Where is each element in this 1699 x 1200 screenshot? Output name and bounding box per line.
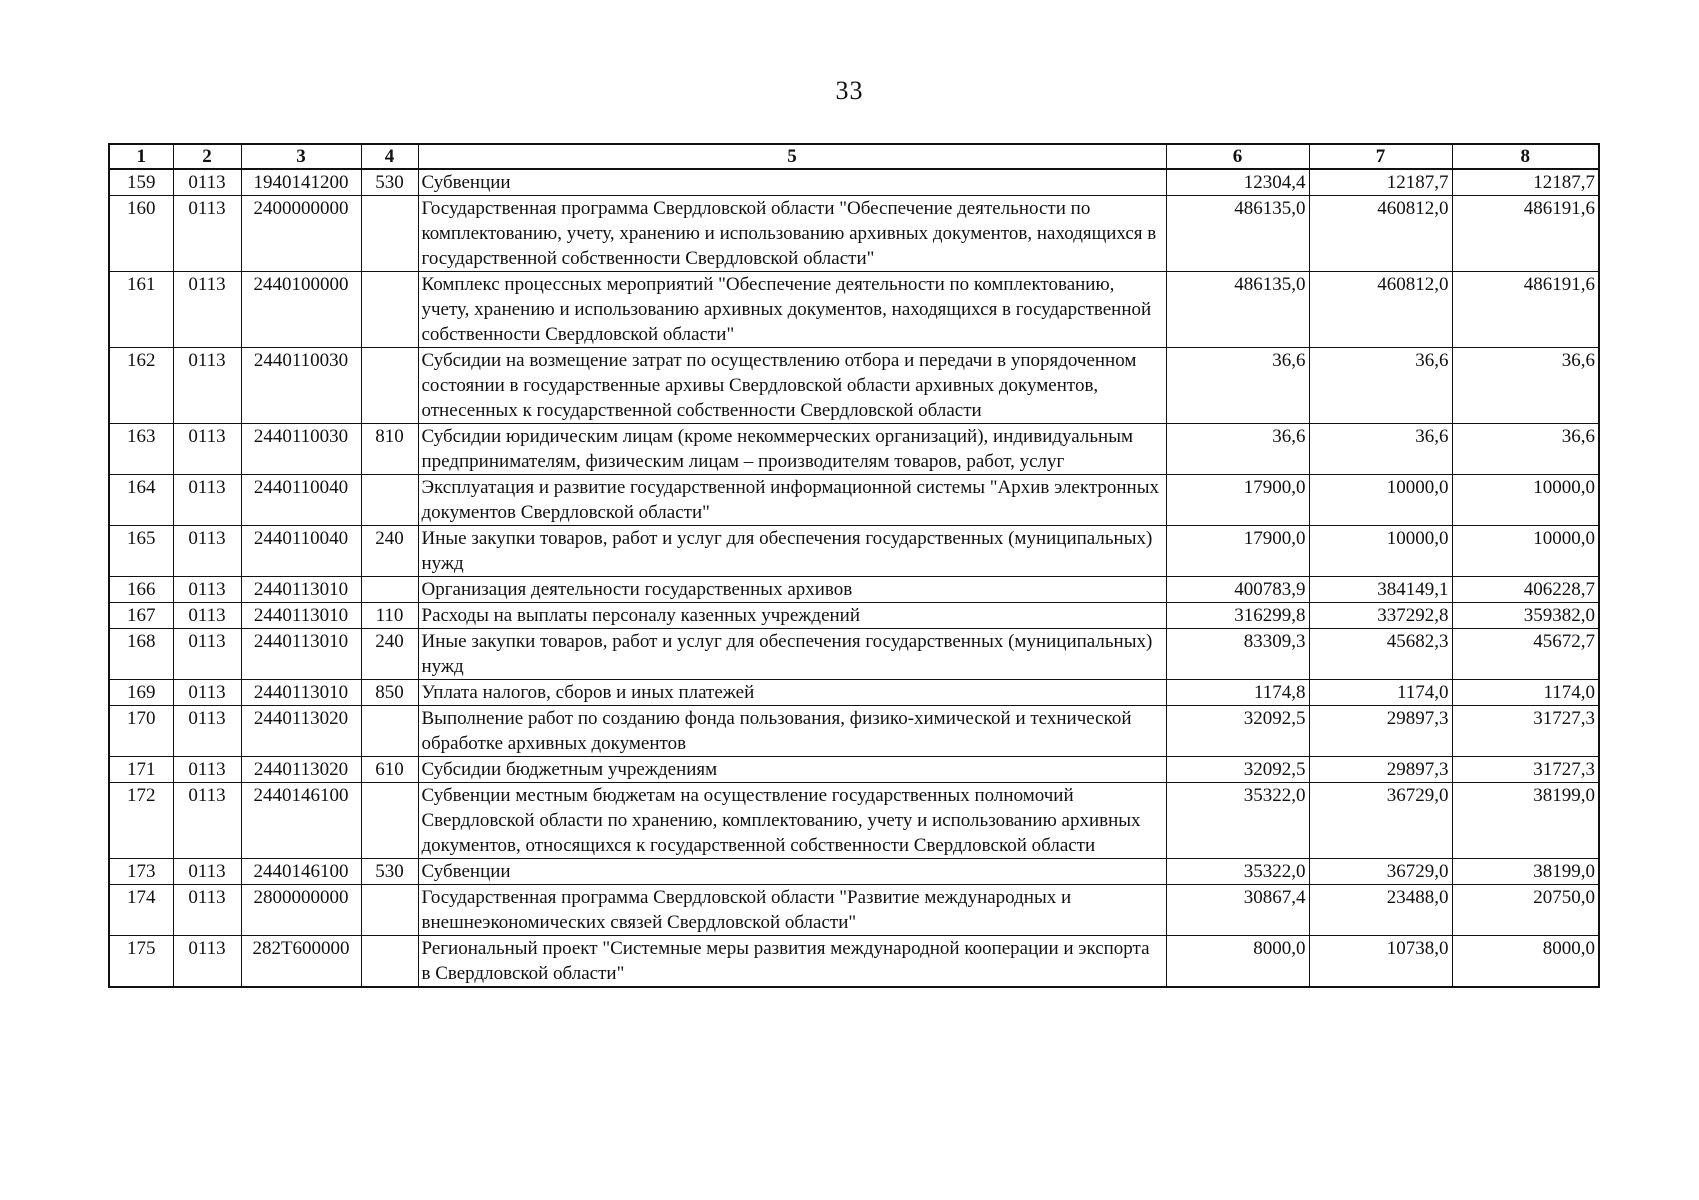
amount-col-7: 337292,8 xyxy=(1309,603,1452,629)
amount-col-7: 36,6 xyxy=(1309,348,1452,424)
table-row xyxy=(109,680,1599,706)
amount-col-8: 45672,7 xyxy=(1452,629,1599,680)
amount-col-8: 8000,0 xyxy=(1452,936,1599,988)
amount-col-8: 31727,3 xyxy=(1452,757,1599,783)
amount-col-7: 12187,7 xyxy=(1309,169,1452,196)
item-name: Субвенции местным бюджетам на осуществление государственных полномочий Свердловской области по хранению, комплектованию, учету и использованию архивных документов, относящихся к государственной собственности Свердловской области xyxy=(418,783,1166,859)
row-number: 163 xyxy=(109,424,173,475)
table-row xyxy=(109,196,1599,272)
expense-type-code xyxy=(361,475,418,526)
amount-col-6: 8000,0 xyxy=(1166,936,1309,988)
row-number: 166 xyxy=(109,577,173,603)
expense-type-code: 240 xyxy=(361,526,418,577)
amount-col-8: 1174,0 xyxy=(1452,680,1599,706)
expense-type-code xyxy=(361,196,418,272)
expense-type-code xyxy=(361,577,418,603)
row-number: 169 xyxy=(109,680,173,706)
item-name: Субсидии юридическим лицам (кроме некоммерческих организаций), индивидуальным предпринимателям, физическим лицам – производителям товаров, работ, услуг xyxy=(418,424,1166,475)
section-code: 0113 xyxy=(173,757,241,783)
target-article-code: 2440113010 xyxy=(241,603,361,629)
amount-col-6: 83309,3 xyxy=(1166,629,1309,680)
section-code: 0113 xyxy=(173,526,241,577)
target-article-code: 2440113010 xyxy=(241,577,361,603)
table-row xyxy=(109,424,1599,475)
column-header: 5 xyxy=(418,144,1166,169)
table-row xyxy=(109,936,1599,988)
column-header: 7 xyxy=(1309,144,1452,169)
amount-col-7: 1174,0 xyxy=(1309,680,1452,706)
expense-type-code: 530 xyxy=(361,859,418,885)
item-name: Уплата налогов, сборов и иных платежей xyxy=(418,680,1166,706)
target-article-code: 2800000000 xyxy=(241,885,361,936)
amount-col-8: 10000,0 xyxy=(1452,475,1599,526)
table-row xyxy=(109,577,1599,603)
table-row xyxy=(109,783,1599,859)
section-code: 0113 xyxy=(173,783,241,859)
target-article-code: 2440113020 xyxy=(241,757,361,783)
column-header: 8 xyxy=(1452,144,1599,169)
amount-col-6: 35322,0 xyxy=(1166,859,1309,885)
expense-type-code xyxy=(361,783,418,859)
amount-col-8: 486191,6 xyxy=(1452,196,1599,272)
section-code: 0113 xyxy=(173,629,241,680)
table-row xyxy=(109,272,1599,348)
target-article-code: 2440110040 xyxy=(241,526,361,577)
amount-col-8: 10000,0 xyxy=(1452,526,1599,577)
item-name: Региональный проект "Системные меры развития международной кооперации и экспорта в Свердловской области" xyxy=(418,936,1166,988)
row-number: 164 xyxy=(109,475,173,526)
target-article-code: 1940141200 xyxy=(241,169,361,196)
section-code: 0113 xyxy=(173,577,241,603)
budget-table xyxy=(108,143,1600,988)
amount-col-6: 12304,4 xyxy=(1166,169,1309,196)
amount-col-7: 10000,0 xyxy=(1309,526,1452,577)
expense-type-code: 530 xyxy=(361,169,418,196)
row-number: 167 xyxy=(109,603,173,629)
row-number: 162 xyxy=(109,348,173,424)
header-row xyxy=(109,144,1599,169)
table-row xyxy=(109,348,1599,424)
table-row xyxy=(109,526,1599,577)
amount-col-7: 10000,0 xyxy=(1309,475,1452,526)
section-code: 0113 xyxy=(173,680,241,706)
amount-col-7: 36729,0 xyxy=(1309,859,1452,885)
target-article-code: 2440100000 xyxy=(241,272,361,348)
target-article-code: 2400000000 xyxy=(241,196,361,272)
target-article-code: 282Т600000 xyxy=(241,936,361,988)
amount-col-6: 1174,8 xyxy=(1166,680,1309,706)
expense-type-code: 240 xyxy=(361,629,418,680)
amount-col-8: 31727,3 xyxy=(1452,706,1599,757)
item-name: Государственная программа Свердловской области "Обеспечение деятельности по комплектованию, учету, хранению и использованию архивных документов, находящихся в государственной собственности Свердловской области" xyxy=(418,196,1166,272)
item-name: Субвенции xyxy=(418,169,1166,196)
expense-type-code: 810 xyxy=(361,424,418,475)
amount-col-8: 12187,7 xyxy=(1452,169,1599,196)
target-article-code: 2440110030 xyxy=(241,424,361,475)
row-number: 161 xyxy=(109,272,173,348)
expense-type-code: 850 xyxy=(361,680,418,706)
section-code: 0113 xyxy=(173,424,241,475)
amount-col-8: 486191,6 xyxy=(1452,272,1599,348)
expense-type-code xyxy=(361,706,418,757)
amount-col-8: 36,6 xyxy=(1452,348,1599,424)
column-header: 1 xyxy=(109,144,173,169)
amount-col-6: 486135,0 xyxy=(1166,272,1309,348)
amount-col-7: 36,6 xyxy=(1309,424,1452,475)
row-number: 165 xyxy=(109,526,173,577)
amount-col-8: 36,6 xyxy=(1452,424,1599,475)
row-number: 160 xyxy=(109,196,173,272)
expense-type-code: 610 xyxy=(361,757,418,783)
table-row xyxy=(109,629,1599,680)
table-row xyxy=(109,859,1599,885)
table-row xyxy=(109,169,1599,196)
item-name: Организация деятельности государственных архивов xyxy=(418,577,1166,603)
amount-col-6: 32092,5 xyxy=(1166,757,1309,783)
amount-col-6: 17900,0 xyxy=(1166,475,1309,526)
amount-col-7: 460812,0 xyxy=(1309,272,1452,348)
section-code: 0113 xyxy=(173,272,241,348)
amount-col-8: 359382,0 xyxy=(1452,603,1599,629)
amount-col-6: 36,6 xyxy=(1166,424,1309,475)
item-name: Субсидии на возмещение затрат по осуществлению отбора и передачи в упорядоченном состоянии в государственные архивы Свердловской области архивных документов, отнесенных к государственной собственности Свердловской области xyxy=(418,348,1166,424)
row-number: 171 xyxy=(109,757,173,783)
table-row xyxy=(109,706,1599,757)
amount-col-8: 38199,0 xyxy=(1452,783,1599,859)
amount-col-8: 20750,0 xyxy=(1452,885,1599,936)
column-header: 4 xyxy=(361,144,418,169)
target-article-code: 2440113020 xyxy=(241,706,361,757)
amount-col-7: 45682,3 xyxy=(1309,629,1452,680)
target-article-code: 2440113010 xyxy=(241,629,361,680)
section-code: 0113 xyxy=(173,885,241,936)
item-name: Эксплуатация и развитие государственной информационной системы "Архив электронных документов Свердловской области" xyxy=(418,475,1166,526)
target-article-code: 2440146100 xyxy=(241,783,361,859)
column-header: 6 xyxy=(1166,144,1309,169)
amount-col-6: 36,6 xyxy=(1166,348,1309,424)
section-code: 0113 xyxy=(173,603,241,629)
target-article-code: 2440110040 xyxy=(241,475,361,526)
amount-col-6: 316299,8 xyxy=(1166,603,1309,629)
amount-col-7: 23488,0 xyxy=(1309,885,1452,936)
amount-col-7: 36729,0 xyxy=(1309,783,1452,859)
amount-col-7: 29897,3 xyxy=(1309,706,1452,757)
item-name: Субвенции xyxy=(418,859,1166,885)
amount-col-6: 30867,4 xyxy=(1166,885,1309,936)
expense-type-code xyxy=(361,885,418,936)
row-number: 174 xyxy=(109,885,173,936)
section-code: 0113 xyxy=(173,348,241,424)
amount-col-6: 17900,0 xyxy=(1166,526,1309,577)
table-row xyxy=(109,757,1599,783)
row-number: 172 xyxy=(109,783,173,859)
section-code: 0113 xyxy=(173,936,241,988)
amount-col-7: 29897,3 xyxy=(1309,757,1452,783)
item-name: Расходы на выплаты персоналу казенных учреждений xyxy=(418,603,1166,629)
amount-col-6: 32092,5 xyxy=(1166,706,1309,757)
page-number: 33 xyxy=(835,76,864,105)
amount-col-7: 460812,0 xyxy=(1309,196,1452,272)
item-name: Комплекс процессных мероприятий "Обеспечение деятельности по комплектованию, учету, хранению и использованию архивных документов, находящихся в государственной собственности Свердловской области" xyxy=(418,272,1166,348)
section-code: 0113 xyxy=(173,859,241,885)
target-article-code: 2440110030 xyxy=(241,348,361,424)
item-name: Иные закупки товаров, работ и услуг для обеспечения государственных (муниципальных) нужд xyxy=(418,526,1166,577)
column-header: 3 xyxy=(241,144,361,169)
amount-col-8: 406228,7 xyxy=(1452,577,1599,603)
column-header: 2 xyxy=(173,144,241,169)
amount-col-6: 400783,9 xyxy=(1166,577,1309,603)
amount-col-6: 486135,0 xyxy=(1166,196,1309,272)
row-number: 173 xyxy=(109,859,173,885)
expense-type-code: 110 xyxy=(361,603,418,629)
table-row xyxy=(109,885,1599,936)
section-code: 0113 xyxy=(173,475,241,526)
target-article-code: 2440146100 xyxy=(241,859,361,885)
item-name: Иные закупки товаров, работ и услуг для обеспечения государственных (муниципальных) нужд xyxy=(418,629,1166,680)
expense-type-code xyxy=(361,348,418,424)
amount-col-7: 384149,1 xyxy=(1309,577,1452,603)
amount-col-7: 10738,0 xyxy=(1309,936,1452,988)
amount-col-8: 38199,0 xyxy=(1452,859,1599,885)
amount-col-6: 35322,0 xyxy=(1166,783,1309,859)
target-article-code: 2440113010 xyxy=(241,680,361,706)
item-name: Государственная программа Свердловской области "Развитие международных и внешнеэкономических связей Свердловской области" xyxy=(418,885,1166,936)
section-code: 0113 xyxy=(173,196,241,272)
row-number: 175 xyxy=(109,936,173,988)
row-number: 168 xyxy=(109,629,173,680)
table-row xyxy=(109,475,1599,526)
row-number: 159 xyxy=(109,169,173,196)
section-code: 0113 xyxy=(173,706,241,757)
expense-type-code xyxy=(361,272,418,348)
expense-type-code xyxy=(361,936,418,988)
table-row xyxy=(109,603,1599,629)
section-code: 0113 xyxy=(173,169,241,196)
item-name: Субсидии бюджетным учреждениям xyxy=(418,757,1166,783)
item-name: Выполнение работ по созданию фонда пользования, физико-химической и технической обработке архивных документов xyxy=(418,706,1166,757)
row-number: 170 xyxy=(109,706,173,757)
